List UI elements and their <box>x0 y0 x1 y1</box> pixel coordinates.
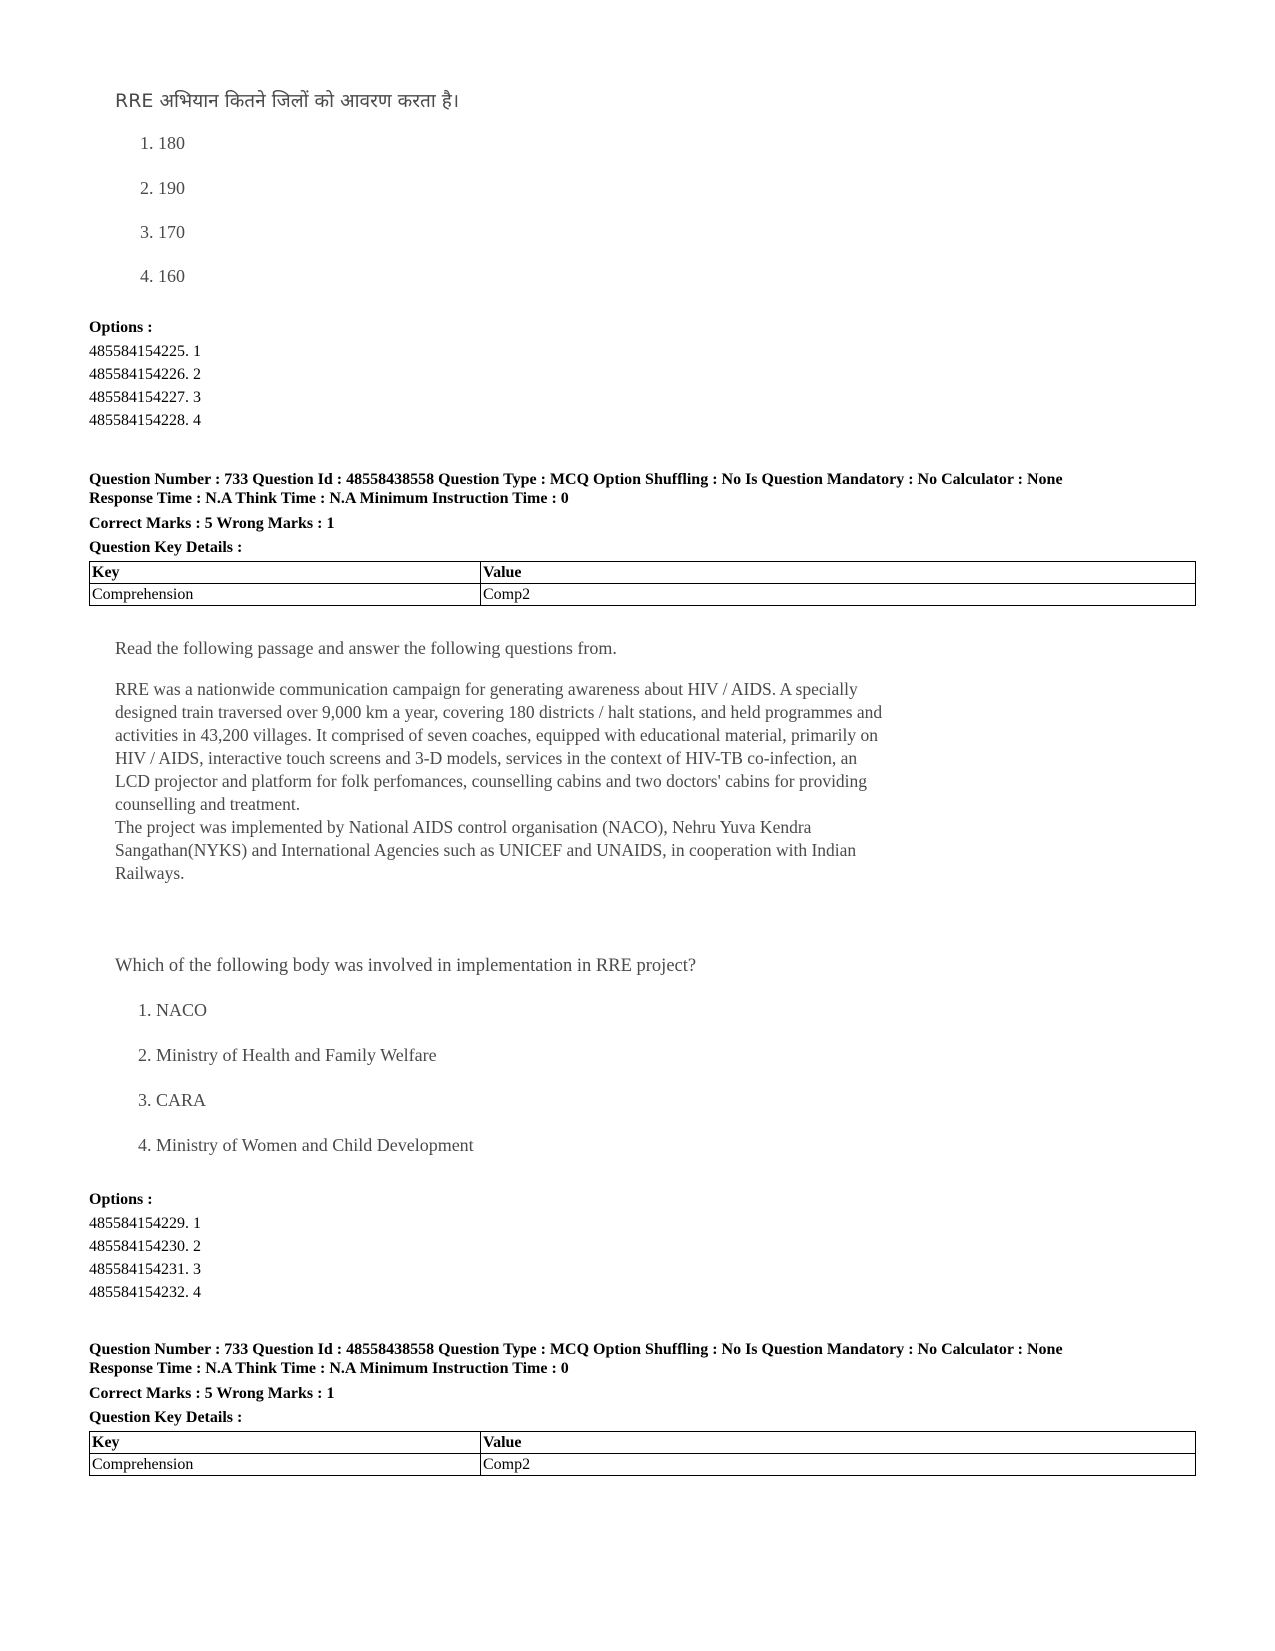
table-cell-key: Comprehension <box>90 1454 481 1476</box>
option-id: 485584154228. 4 <box>89 412 201 429</box>
choice-3: 3. 170 <box>140 222 185 242</box>
option-id: 485584154230. 2 <box>89 1238 201 1255</box>
passage-line: The project was implemented by National AIDS control organisation (NACO), Nehru Yuva Kendra <box>115 817 812 837</box>
question-meta-line2: Response Time : N.A Think Time : N.A Minimum Instruction Time : 0 <box>89 1360 569 1377</box>
table-cell-key: Comprehension <box>90 584 481 606</box>
table-row <box>90 584 1196 606</box>
passage-intro: Read the following passage and answer the following questions from. <box>115 638 617 658</box>
key-details-label: Question Key Details : <box>89 539 243 556</box>
question-meta-line1: Question Number : 733 Question Id : 48558438558 Question Type : MCQ Option Shuffling : No Is Question Mandatory : No Calculator : None <box>89 471 1063 488</box>
choice-4: 4. 160 <box>140 266 185 286</box>
marks-line: Correct Marks : 5 Wrong Marks : 1 <box>89 1385 335 1402</box>
table-header-key: Key <box>90 1432 481 1454</box>
key-details-table <box>89 561 1196 606</box>
passage-line: designed train traversed over 9,000 km a year, covering 180 districts / halt stations, and held programmes and <box>115 702 883 722</box>
choice-2: 2. Ministry of Health and Family Welfare <box>138 1045 437 1065</box>
choice-2: 2. 190 <box>140 178 185 198</box>
choice-3: 3. CARA <box>138 1090 207 1110</box>
table-header-row <box>90 1432 1196 1454</box>
choice-1: 1. NACO <box>138 1000 208 1020</box>
passage-line: LCD projector and platform for folk perfomances, counselling cabins and two doctors' cabins for providing <box>115 771 868 791</box>
options-list <box>89 340 201 432</box>
table-row <box>90 1454 1196 1476</box>
passage-line: Sangathan(NYKS) and International Agencies such as UNICEF and UNAIDS, in cooperation with Indian <box>115 840 857 860</box>
option-id: 485584154229. 1 <box>89 1215 201 1232</box>
options-label: Options : <box>89 1191 153 1208</box>
passage-line: RRE was a nationwide communication campaign for generating awareness about HIV / AIDS. A specially <box>115 679 858 699</box>
question-text-hindi: RRE अभियान कितने जिलों को आवरण करता है। <box>115 90 460 112</box>
table-cell-value: Comp2 <box>481 1454 1196 1476</box>
table-header-value: Value <box>481 1432 1196 1454</box>
passage-line: activities in 43,200 villages. It comprised of seven coaches, equipped with educational material, primarily on <box>115 725 878 745</box>
passage-line: Railways. <box>115 863 185 883</box>
question-text: Which of the following body was involved in implementation in RRE project? <box>115 956 697 976</box>
option-id: 485584154232. 4 <box>89 1284 201 1301</box>
question-meta-line1: Question Number : 733 Question Id : 48558438558 Question Type : MCQ Option Shuffling : No Is Question Mandatory : No Calculator : None <box>89 1341 1063 1358</box>
option-id: 485584154226. 2 <box>89 366 201 383</box>
table-cell-value: Comp2 <box>481 584 1196 606</box>
passage-line: counselling and treatment. <box>115 794 301 814</box>
table-header-key: Key <box>90 562 481 584</box>
question-meta-line2: Response Time : N.A Think Time : N.A Minimum Instruction Time : 0 <box>89 490 569 507</box>
key-details-table <box>89 1431 1196 1476</box>
table-header-row <box>90 562 1196 584</box>
choice-4: 4. Ministry of Women and Child Development <box>138 1135 474 1155</box>
options-label: Options : <box>89 319 153 336</box>
marks-line: Correct Marks : 5 Wrong Marks : 1 <box>89 515 335 532</box>
option-id: 485584154227. 3 <box>89 389 201 406</box>
options-list <box>89 1212 201 1304</box>
choice-1: 1. 180 <box>140 133 185 153</box>
passage-line: HIV / AIDS, interactive touch screens and 3-D models, services in the context of HIV-TB co-infection, an <box>115 748 858 768</box>
passage-body <box>115 678 995 885</box>
option-id: 485584154225. 1 <box>89 343 201 360</box>
option-id: 485584154231. 3 <box>89 1261 201 1278</box>
table-header-value: Value <box>481 562 1196 584</box>
key-details-label: Question Key Details : <box>89 1409 243 1426</box>
